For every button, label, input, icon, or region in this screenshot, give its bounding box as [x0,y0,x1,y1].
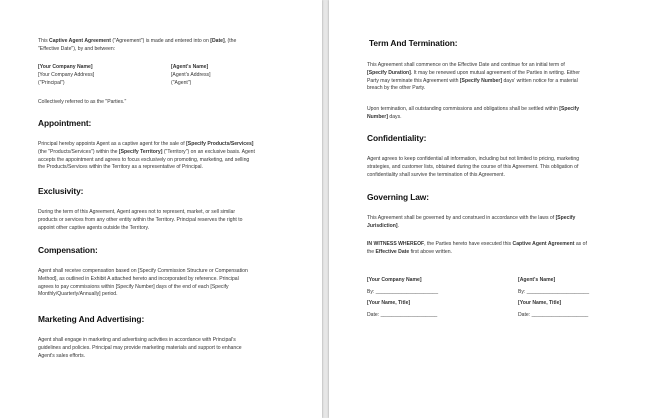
para-text: Party may terminate this Agreement with [367,77,460,84]
settlement-days-placeholder: Number] [367,113,388,120]
para-text: agrees to pay commissions within [Specify Number] days of the end of each [Specify [38,283,229,290]
para-text: Agent shall receive compensation based on [Specify Commission Structure or Compensation [38,268,248,274]
witness-paragraph [367,241,647,257]
company-block [38,64,94,87]
para-text: During the term of this Agreement, Agent agrees not to represent, market, or sell similar [38,209,236,215]
signature-company-by-line[interactable]: By: ______________________ [367,289,439,295]
para-text: . [397,222,399,229]
witness-label: IN WITNESS WHEREOF [367,241,425,247]
para-text: . It may be renewed upon mutual agreement of the Parties in writing. Either [410,69,580,76]
para-text: confidentiality shall survive the termination of this Agreement. [367,171,505,178]
term-paragraph [367,62,647,93]
page-2 [329,0,652,418]
settlement-days-placeholder: [Specify [559,106,580,112]
para-text: This Agreement shall be governed by and construed in accordance with the laws of [367,215,556,221]
para-text: breach by the other Party. [367,85,426,92]
duration-placeholder: [Specify Duration] [367,69,411,76]
para-text: This Agreement shall commence on the Effective Date and continue for an initial term of [367,62,565,68]
para-text: Upon termination, all outstanding commissions and obligations shall be settled within [367,106,560,112]
intro-date-placeholder: [Date] [210,38,225,44]
intro-paragraph [38,38,308,54]
effective-date-label: Effective Date [375,248,410,255]
para-text: days' written notice for a material [502,77,578,84]
para-text: , the Parties hereto have executed this [424,241,513,247]
section-heading-marketing: Marketing And Advertising: [38,314,145,324]
para-text: Monthly/Quarterly/Annually] period. [38,291,118,298]
signature-agent-by-line[interactable]: By: ______________________ [518,289,590,295]
company-address: [Your Company Address] [38,71,95,78]
para-text: Method], as outlined in Exhibit A attached hereto and incorporated by reference. Principal [38,275,239,282]
agent-address: [Agent's Address] [171,71,211,78]
para-text: days. [387,113,402,120]
para-text: Agent agrees to keep confidential all information, including but not limited to pricing, marketing [367,156,580,162]
signature-company-date-line[interactable]: Date: ____________________ [367,312,438,318]
company-role: ("Principal") [38,79,65,86]
para-text: (the "Products/Services") within the [38,148,119,155]
para-text: ("Territory") on an exclusive basis. Agent [162,148,255,155]
para-text: products or services from any other entity within the Territory. Principal reserves the right to [38,216,243,223]
signature-agent-date-line[interactable]: Date: ____________________ [518,312,589,318]
signature-company-name: [Your Company Name] [367,277,422,283]
section-heading-appointment: Appointment: [38,118,92,128]
para-text: Principal hereby appoints Agent as a captive agent for the sale of [38,141,187,147]
territory-placeholder: [Specify Territory] [118,148,163,155]
signature-agent-name: [Agent's Name] [518,277,556,283]
section-heading-exclusivity: Exclusivity: [38,186,84,196]
jurisdiction-placeholder: [Specify [555,215,576,221]
agent-role: ("Agent") [171,79,192,86]
para-text: Agent's sales efforts. [38,352,86,359]
exclusivity-paragraph [38,209,313,232]
agent-block [171,64,210,87]
section-heading-term: Term And Termination: [369,38,458,48]
intro-text: ("Agreement") is made and entered into on [110,38,211,44]
company-name: [Your Company Name] [38,64,93,70]
collective-text: Collectively referred to as the "Parties." [38,99,127,105]
confidentiality-paragraph [367,156,647,179]
section-heading-governing-law: Governing Law: [367,192,429,202]
jurisdiction-placeholder: Jurisdiction] [367,222,398,229]
section-heading-compensation: Compensation: [38,245,98,255]
governing-law-paragraph [367,215,647,231]
products-placeholder: [Specify Products/Services] [186,141,254,147]
para-text: appoint other captive agents outside the Territory. [38,224,150,231]
section-heading-confidentiality: Confidentiality: [367,133,427,143]
page-1 [0,0,322,418]
intro-agreement-name: Captive Agent Agreement [49,38,111,44]
agent-name: [Agent's Name] [171,64,209,70]
para-text: Agent shall engage in marketing and advertising activities in accordance with Principal's [38,337,236,343]
compensation-paragraph [38,268,313,299]
intro-text: , (the [224,38,237,44]
para-text: the [367,248,376,255]
notice-days-placeholder: [Specify Number] [459,77,503,84]
intro-text: This [38,38,50,44]
para-text: guidelines and policies. Principal may provide marketing materials and support to enhance [38,344,242,351]
signature-company-title: [Your Name, Title] [367,300,411,306]
termination-settlement-paragraph [367,106,647,122]
para-text: as of [574,241,587,247]
para-text: first above written. [409,248,452,255]
intro-text: "Effective Date"), by and between: [38,45,116,52]
marketing-paragraph [38,337,313,360]
para-text: accepts the appointment and agrees to focus exclusively on promoting, marketing, and selling [38,156,250,163]
appointment-paragraph [38,141,313,172]
signature-agent-title: [Your Name, Title] [518,300,562,306]
agreement-name: Captive Agent Agreement [512,241,575,247]
para-text: strategies, and customer lists, obtained during the course of this Agreement. This obligation of [367,163,579,170]
para-text: the Products/Services within the Territory as a representative of Principal. [38,164,203,171]
